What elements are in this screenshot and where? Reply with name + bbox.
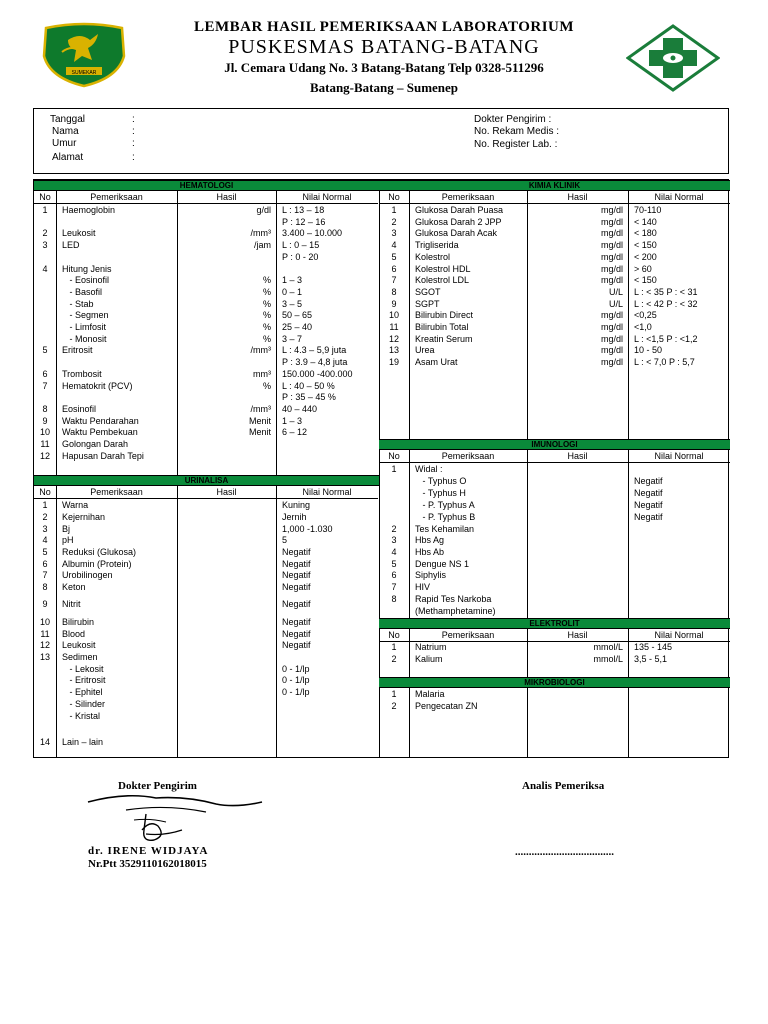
label-umur: Umur	[52, 138, 77, 149]
row-no: 1	[391, 689, 397, 699]
row-normal: P : 3.9 – 4,8 juta	[282, 357, 348, 368]
row-no: 2	[391, 700, 397, 711]
column-header-pemeriksaan: Pemeriksaan	[441, 451, 495, 461]
row-no: 4	[42, 535, 48, 545]
column-header-nilai-normal: Nilai Normal	[302, 192, 352, 202]
row-normal: 0 - 1/lp	[282, 664, 310, 674]
row-normal: L : 0 – 15	[282, 240, 320, 251]
row-name: Siphylis	[415, 570, 447, 580]
row-name: Nitrit	[62, 599, 81, 609]
row-unit: mg/dl	[600, 333, 623, 344]
column-divider	[56, 180, 57, 757]
row-name: Glukosa Darah Puasa	[415, 205, 504, 215]
row-unit: mg/dl	[600, 240, 623, 251]
row-normal: < 200	[634, 251, 657, 262]
row-normal: L : < 35 P : < 31	[634, 286, 698, 297]
row-normal: 150.000 -400.000	[282, 368, 353, 379]
row-name: Golongan Darah	[62, 439, 129, 449]
row-normal: 1,000 -1.030	[282, 524, 333, 534]
label-alamat: Alamat	[52, 152, 84, 163]
row-no: 8	[42, 582, 48, 592]
label-tanggal: Tanggal	[50, 114, 86, 125]
row-normal: 0 – 1	[282, 286, 303, 297]
row-no: 12	[39, 450, 50, 461]
row-no: 6	[391, 570, 397, 580]
section-header-imunologi: IMUNOLOGI	[379, 439, 730, 450]
row-unit: %	[262, 333, 271, 344]
row-normal: 1 – 3	[282, 275, 303, 286]
row-no: 2	[391, 653, 397, 664]
row-normal: Negatif	[634, 476, 663, 486]
row-no: 10	[388, 310, 399, 321]
row-name: Hematokrit (PCV)	[62, 380, 133, 391]
row-name: Urobilinogen	[62, 570, 113, 580]
row-name: - Eritrosit	[62, 675, 106, 685]
row-unit: %	[262, 286, 271, 297]
clinic-name: PUSKESMAS BATANG-BATANG	[228, 36, 540, 58]
section-header-kimia: KIMIA KLINIK	[379, 180, 730, 191]
row-normal: Negatif	[634, 500, 663, 510]
row-normal: L : < 7,0 P : 5,7	[634, 357, 695, 368]
row-normal: 25 – 40	[282, 322, 313, 332]
column-header-hasil: Hasil	[567, 630, 588, 640]
row-normal: L : <1,5 P : <1,2	[634, 333, 698, 344]
row-normal: < 180	[634, 228, 657, 239]
row-unit: mg/dl	[600, 228, 623, 239]
column-header-nilai-normal: Nilai Normal	[654, 192, 704, 202]
row-no: 1	[391, 642, 397, 652]
row-unit: U/L	[608, 298, 623, 309]
row-normal: 5	[282, 535, 288, 545]
row-unit: %	[262, 310, 271, 321]
row-name: - Silinder	[62, 699, 106, 709]
row-no: 7	[391, 275, 397, 286]
row-normal: 50 – 65	[282, 310, 313, 321]
column-header-hasil: Hasil	[216, 487, 237, 497]
row-no: 4	[42, 263, 48, 274]
row-name: HIV	[415, 582, 431, 592]
row-name: - Monosit	[62, 333, 107, 344]
doctor-name: dr. IRENE WIDJAYA	[88, 845, 209, 857]
row-normal: 3,5 - 5,1	[634, 653, 668, 664]
row-divider	[34, 203, 378, 204]
row-name: Lain – lain	[62, 737, 104, 747]
row-normal: 3 – 7	[282, 333, 303, 344]
row-no: 5	[391, 559, 397, 569]
row-no: 7	[391, 582, 397, 592]
row-no: 10	[39, 427, 50, 438]
row-normal: Negatif	[634, 488, 663, 498]
row-name: Bj	[62, 524, 71, 534]
row-name: Reduksi (Glukosa)	[62, 547, 137, 557]
row-unit: %	[262, 275, 271, 286]
column-header-nilai-normal: Nilai Normal	[302, 487, 352, 497]
logo-banner-text: SUMEKAR	[71, 70, 97, 76]
row-name: Blood	[62, 629, 86, 639]
row-name: - Lekosit	[62, 664, 104, 674]
row-no: 6	[42, 368, 48, 379]
row-unit: Menit	[248, 415, 271, 426]
row-no: 8	[42, 403, 48, 414]
row-normal: 40 – 440	[282, 403, 318, 414]
row-name: SGPT	[415, 298, 440, 309]
row-no: 7	[42, 570, 48, 580]
row-unit: mg/dl	[600, 216, 623, 227]
column-header-nilai-normal: Nilai Normal	[654, 451, 704, 461]
row-normal: P : 12 – 16	[282, 216, 326, 227]
row-name: - Limfosit	[62, 322, 107, 332]
column-header-hasil: Hasil	[567, 192, 588, 202]
row-name: - Typhus O	[415, 476, 467, 486]
row-normal: 0 - 1/lp	[282, 675, 310, 685]
row-normal: L : 40 – 50 %	[282, 380, 335, 391]
row-name: Sedimen	[62, 652, 98, 662]
section-header-hematologi: HEMATOLOGI	[34, 180, 379, 191]
row-no: 3	[42, 524, 48, 534]
row-name: - Segmen	[62, 310, 109, 321]
clinic-address: Jl. Cemara Udang No. 3 Batang-Batang Telp 0328-511296	[224, 60, 544, 75]
row-name: Urea	[415, 345, 435, 356]
row-normal: L : < 42 P : < 32	[634, 298, 698, 309]
row-divider	[379, 203, 730, 204]
column-header-nilai-normal: Nilai Normal	[654, 630, 704, 640]
column-divider	[409, 180, 410, 757]
column-header-pemeriksaan: Pemeriksaan	[90, 192, 143, 202]
column-header-hasil: Hasil	[216, 192, 237, 202]
row-no: 5	[42, 547, 48, 557]
row-normal: P : 0 - 20	[282, 251, 319, 262]
row-name: Malaria	[415, 689, 445, 699]
row-normal: L : 4.3 – 5,9 juta	[282, 345, 347, 356]
row-normal: <1,0	[634, 322, 652, 332]
row-no: 11	[40, 439, 50, 449]
row-unit: /mm³	[250, 345, 271, 356]
label-nama: Nama	[52, 126, 79, 137]
row-no: 9	[42, 599, 48, 609]
row-unit: /jam	[253, 240, 271, 251]
row-no: 4	[391, 547, 397, 557]
column-header-pemeriksaan: Pemeriksaan	[90, 487, 143, 497]
doctor-signature	[86, 790, 266, 852]
column-header-hasil: Hasil	[567, 451, 588, 461]
row-unit: %	[262, 298, 271, 309]
row-no: 1	[42, 500, 48, 510]
row-name: Dengue NS 1	[415, 559, 470, 569]
row-no: 3	[391, 228, 397, 239]
row-name: Trombosit	[62, 368, 102, 379]
row-name: Widal :	[415, 464, 443, 474]
row-no: 2	[42, 228, 48, 239]
column-header-no: No	[388, 630, 400, 640]
row-normal: > 60	[634, 263, 652, 274]
row-divider	[34, 498, 378, 499]
row-unit: mmol/L	[593, 653, 623, 664]
sender-doctor-title: Dokter Pengirim	[118, 780, 197, 792]
report-title: LEMBAR HASIL PEMERIKSAAN LABORATORIUM	[193, 19, 575, 35]
row-normal: Jernih	[282, 512, 307, 522]
row-normal: Negatif	[634, 512, 663, 522]
row-normal: 3.400 – 10.000	[282, 228, 343, 239]
row-normal: L : 13 – 18	[282, 205, 325, 215]
row-name: - Ephitel	[62, 687, 103, 697]
label-no-rekam-medis: No. Rekam Medis :	[474, 126, 560, 137]
row-name: Kalium	[415, 653, 443, 664]
row-name: Albumin (Protein)	[62, 559, 132, 569]
row-normal: < 150	[634, 275, 657, 286]
row-normal: Negatif	[282, 640, 311, 650]
row-no: 4	[391, 240, 397, 251]
row-no: 1	[391, 205, 397, 215]
row-name: (Methamphetamine)	[415, 606, 496, 616]
row-no: 8	[391, 286, 397, 297]
row-name: Kolestrol HDL	[415, 263, 471, 274]
row-unit: mg/dl	[600, 251, 623, 262]
row-unit: %	[262, 322, 271, 332]
row-no: 11	[389, 322, 399, 332]
row-normal: < 140	[634, 216, 657, 227]
row-unit: mg/dl	[600, 322, 623, 332]
row-normal: <0,25	[634, 310, 657, 321]
row-no: 5	[42, 345, 48, 356]
row-unit: mg/dl	[600, 357, 623, 368]
row-name: - Kristal	[62, 711, 101, 721]
row-name: Waktu Pendarahan	[62, 415, 139, 426]
row-unit: U/L	[608, 286, 623, 297]
row-name: Kreatin Serum	[415, 333, 473, 344]
row-no: 1	[391, 464, 397, 474]
column-divider	[276, 180, 277, 757]
row-no: 10	[39, 617, 50, 627]
column-divider	[628, 180, 629, 757]
row-name: Hbs Ag	[415, 535, 445, 545]
column-header-no: No	[39, 487, 51, 497]
row-normal: Kuning	[282, 500, 311, 510]
row-name: LED	[62, 240, 80, 251]
row-name: Leukosit	[62, 640, 96, 650]
row-name: Glukosa Darah Acak	[415, 228, 498, 239]
row-no: 14	[39, 737, 50, 747]
row-no: 3	[42, 240, 48, 251]
row-normal: Negatif	[282, 570, 311, 580]
row-no: 8	[391, 594, 397, 604]
row-no: 7	[42, 380, 48, 391]
row-unit: mg/dl	[600, 345, 623, 356]
doctor-nr: Nr.Ptt 3529110162018015	[88, 858, 207, 870]
row-name: Bilirubin Total	[415, 322, 469, 332]
row-no: 6	[42, 559, 48, 569]
row-unit: /mm³	[250, 228, 271, 239]
row-name: - Eosinofil	[62, 275, 110, 286]
column-header-pemeriksaan: Pemeriksaan	[441, 192, 495, 202]
row-no: 11	[40, 629, 50, 639]
row-no: 2	[391, 524, 397, 534]
row-normal: Negatif	[282, 629, 311, 639]
column-header-no: No	[388, 451, 400, 461]
row-unit: mg/dl	[600, 263, 623, 274]
row-divider	[379, 462, 730, 463]
row-normal: 10 - 50	[634, 345, 663, 356]
row-unit: %	[262, 380, 271, 391]
row-name: SGOT	[415, 286, 441, 297]
section-header-elektrolit: ELEKTROLIT	[379, 618, 730, 629]
row-unit: mmol/L	[593, 642, 623, 652]
label-no-register-lab: No. Register Lab. :	[474, 139, 558, 150]
row-name: Pengecatan ZN	[415, 700, 478, 711]
column-header-pemeriksaan: Pemeriksaan	[441, 630, 495, 640]
row-name: Kolestrol LDL	[415, 275, 470, 286]
row-name: Bilirubin Direct	[415, 310, 474, 321]
row-unit: mg/dl	[600, 275, 623, 286]
colon: :	[132, 114, 135, 125]
colon: :	[132, 152, 135, 163]
row-normal: Negatif	[282, 559, 311, 569]
row-name: Kolestrol	[415, 251, 451, 262]
row-name: Leukosit	[62, 228, 96, 239]
row-no: 5	[391, 251, 397, 262]
row-name: Keton	[62, 582, 86, 592]
row-name: Hitung Jenis	[62, 263, 112, 274]
row-name: Hapusan Darah Tepi	[62, 450, 144, 461]
colon: :	[132, 138, 135, 149]
row-name: - P. Typhus B	[415, 512, 476, 522]
row-no: 19	[388, 357, 399, 368]
row-normal: 135 - 145	[634, 642, 673, 652]
row-name: Waktu Pembekuan	[62, 427, 138, 438]
section-header-mikrobiologi: MIKROBIOLOGI	[379, 677, 730, 688]
row-unit: /mm³	[250, 403, 271, 414]
row-no: 2	[391, 216, 397, 227]
row-name: Warna	[62, 500, 89, 510]
row-name: Glukosa Darah 2 JPP	[415, 216, 502, 227]
row-name: Trigliserida	[415, 240, 459, 251]
column-divider	[177, 180, 178, 757]
row-unit: Menit	[248, 427, 271, 438]
row-normal: 3 – 5	[282, 298, 303, 309]
row-name: - Basofil	[62, 286, 103, 297]
row-name: - Stab	[62, 298, 94, 309]
row-name: pH	[62, 535, 74, 545]
column-header-no: No	[388, 192, 400, 202]
row-normal: 70-110	[634, 205, 662, 215]
row-no: 13	[388, 345, 399, 356]
row-normal: Negatif	[282, 599, 311, 609]
row-name: Tes Kehamilan	[415, 524, 475, 534]
row-name: - Typhus H	[415, 488, 466, 498]
row-name: Eritrosit	[62, 345, 93, 356]
analyst-signature-line: ....................................	[515, 846, 614, 858]
row-no: 9	[391, 298, 397, 309]
row-no: 2	[42, 512, 48, 522]
column-header-no: No	[39, 192, 51, 202]
row-normal: Negatif	[282, 617, 311, 627]
row-name: Hbs Ab	[415, 547, 445, 557]
row-name: - P. Typhus A	[415, 500, 475, 510]
row-no: 13	[39, 652, 50, 662]
row-name: Natrium	[415, 642, 447, 652]
row-unit: mg/dl	[600, 310, 623, 321]
row-name: Rapid Tes Narkoba	[415, 594, 492, 604]
row-no: 12	[39, 640, 50, 650]
row-normal: Negatif	[282, 547, 311, 557]
row-normal: 6 – 12	[282, 427, 308, 438]
row-normal: 1 – 3	[282, 415, 303, 426]
colon: :	[132, 126, 135, 137]
row-normal: P : 35 – 45 %	[282, 392, 336, 403]
row-unit: mg/dl	[600, 205, 623, 215]
row-normal: < 150	[634, 240, 657, 251]
patient-info-box	[33, 108, 729, 174]
analyst-title: Analis Pemeriksa	[522, 780, 605, 792]
section-header-urinalisa: URINALISA	[34, 475, 379, 486]
row-name: Eosinofil	[62, 403, 97, 414]
row-unit: g/dl	[256, 205, 271, 215]
row-no: 9	[42, 415, 48, 426]
row-name: Bilirubin	[62, 617, 95, 627]
row-no: 6	[391, 263, 397, 274]
row-normal: 0 - 1/lp	[282, 687, 310, 697]
row-normal: Negatif	[282, 582, 311, 592]
row-name: Kejernihan	[62, 512, 106, 522]
row-name: Asam Urat	[415, 357, 458, 368]
row-no: 3	[391, 535, 397, 545]
row-no: 12	[388, 333, 399, 344]
row-unit: mm³	[253, 368, 271, 379]
clinic-location: Batang-Batang – Sumenep	[309, 80, 459, 95]
results-table	[33, 179, 729, 758]
row-name: Haemoglobin	[62, 205, 116, 215]
row-no: 1	[42, 205, 48, 215]
label-dokter-pengirim: Dokter Pengirim :	[474, 114, 552, 125]
